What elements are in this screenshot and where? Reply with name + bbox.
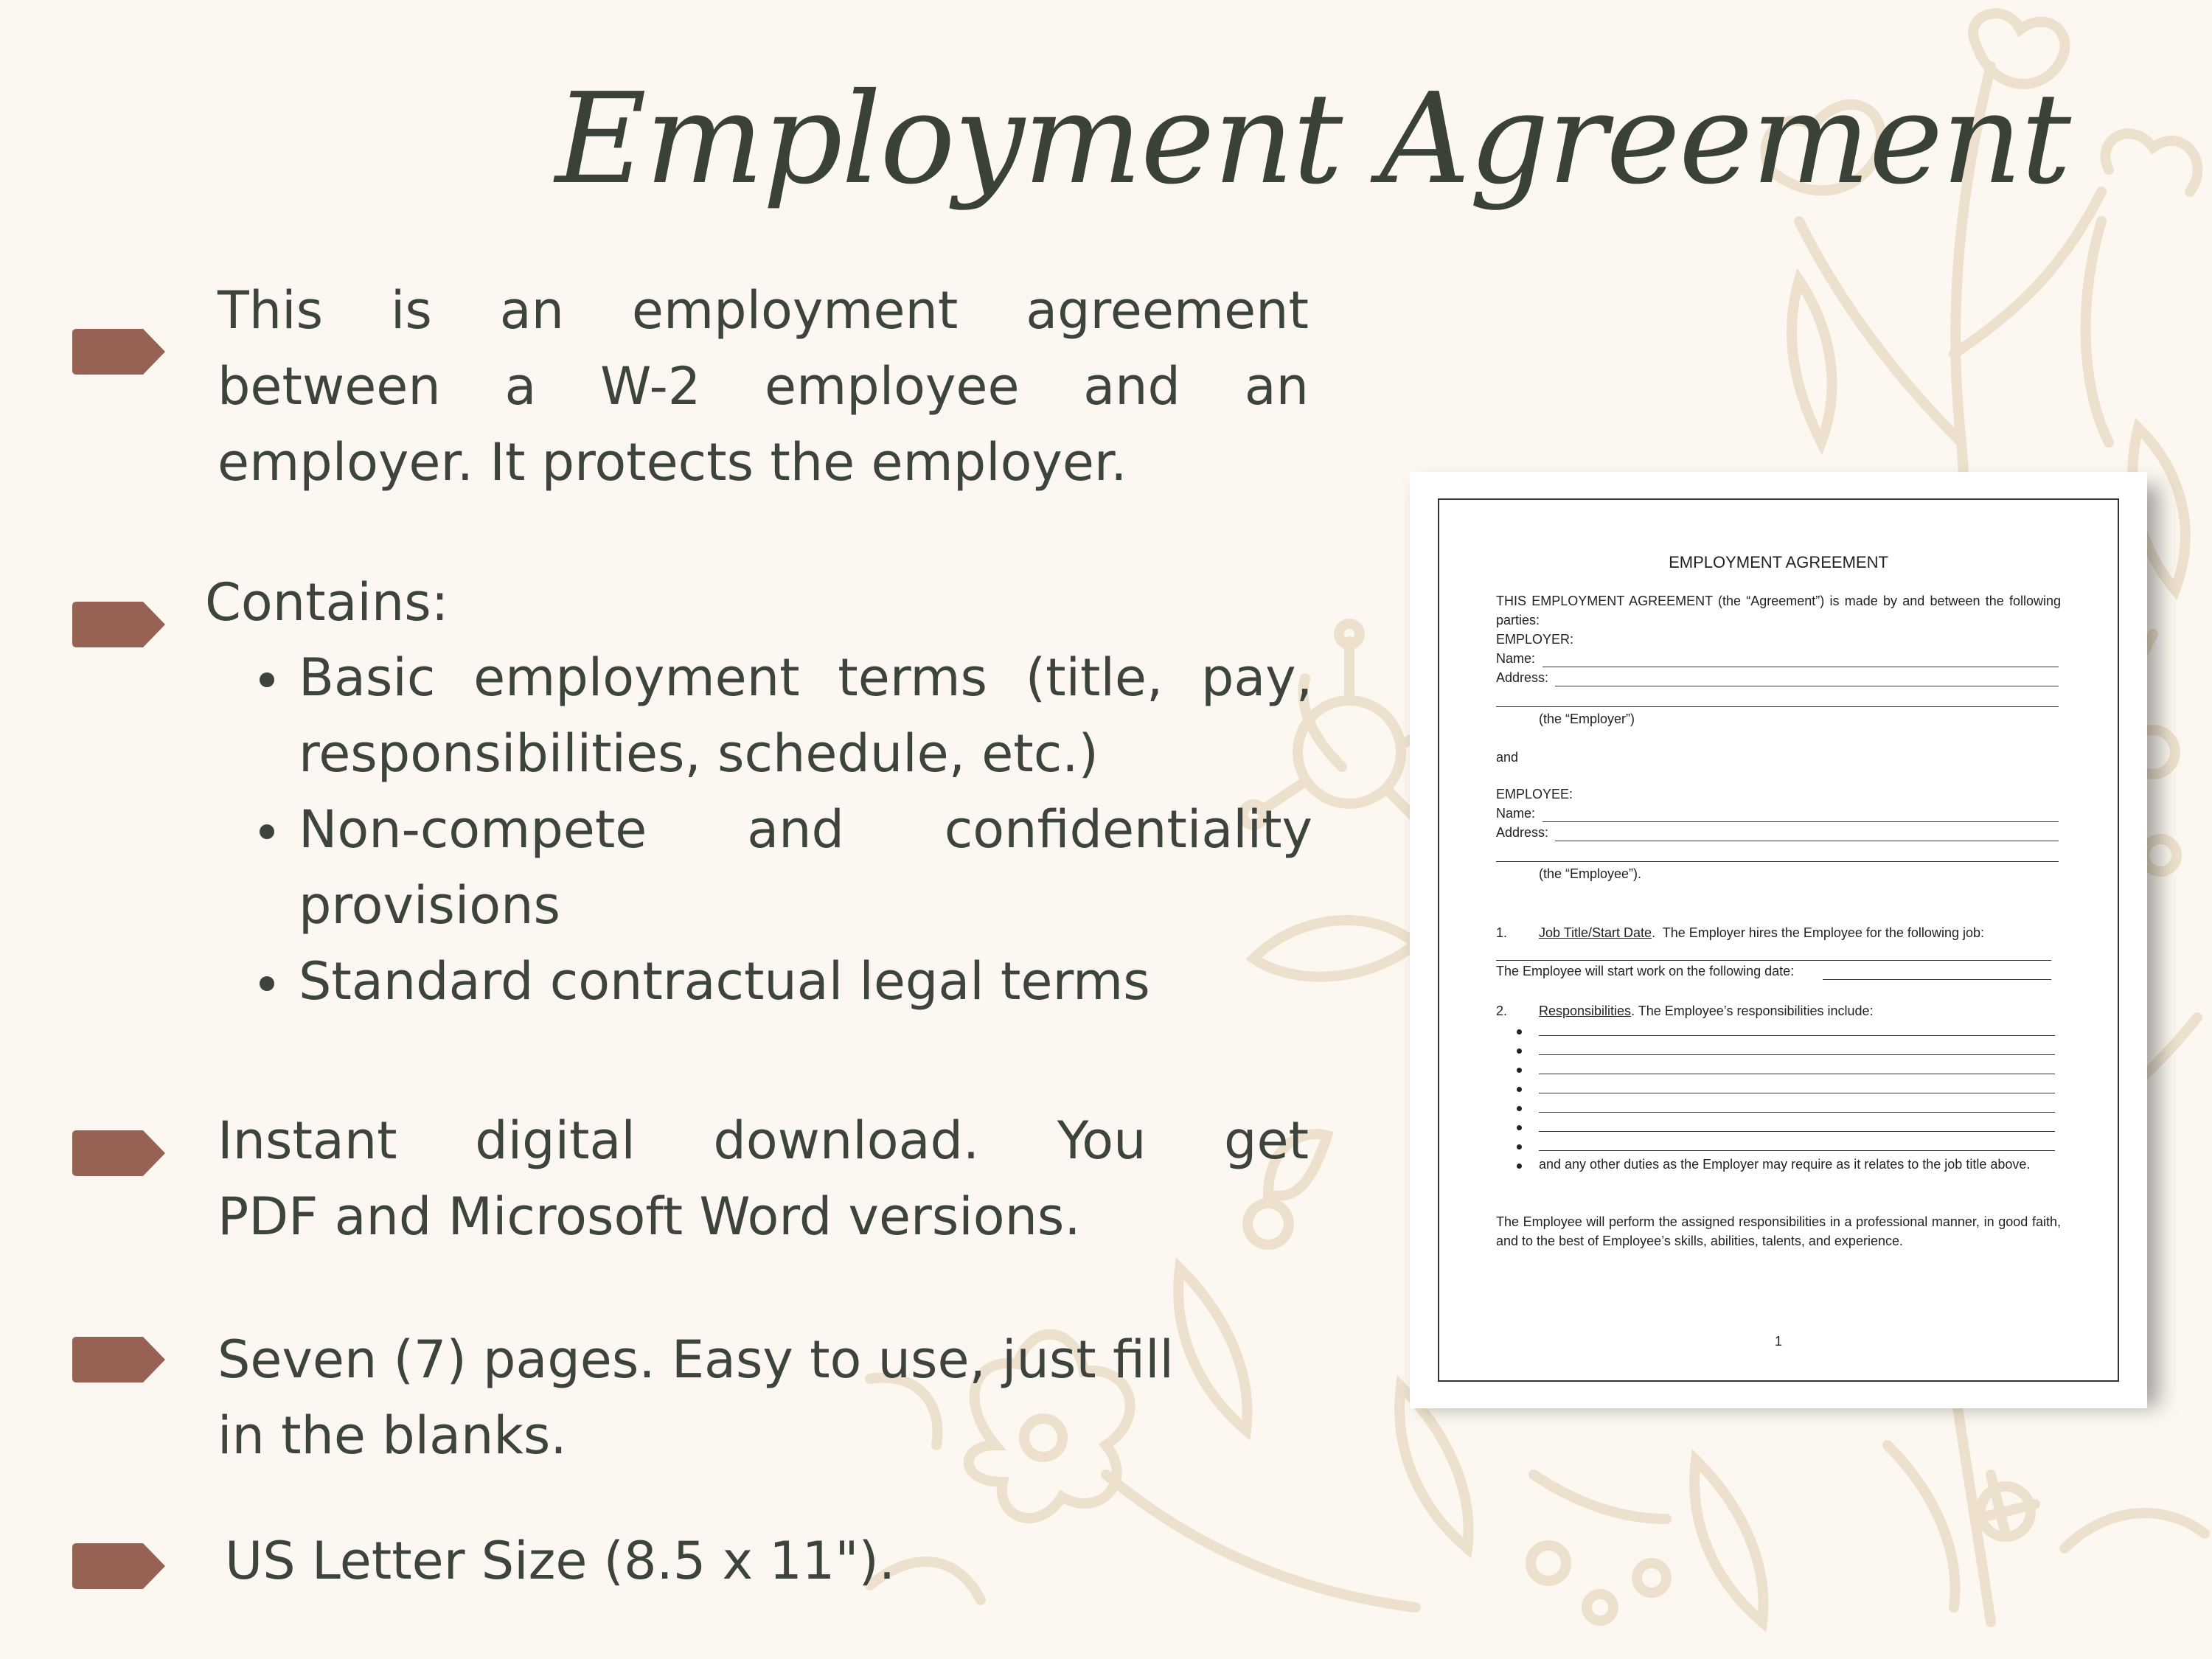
bullet-tag-icon [72,329,165,375]
document-heading: EMPLOYMENT AGREEMENT [1669,553,1888,571]
document-intro: THIS EMPLOYMENT AGREEMENT (the “Agreement”) is made by and between the following parties: [1496,594,2061,627]
page-title: Employment Agreement [554,66,2070,212]
intro-text: This is an employment agreement between a W-2 employee and an employer. It protects the employer. [218,280,1309,493]
bullet-tag-icon [72,602,165,647]
list-item: Non-compete and confidentiality provisions [251,792,1312,944]
contains-label: Contains: [205,572,449,633]
list-item: Basic employment terms (title, pay, responsibilities, schedule, etc.) [251,640,1312,792]
bullet-tag-icon [72,1543,165,1589]
document-preview [1410,472,2147,1408]
bullet-tag-icon [72,1337,165,1382]
bullet-tag-icon [72,1130,165,1176]
contains-list [251,640,1312,1020]
document-page: EMPLOYMENT AGREEMENT THIS EMPLOYMENT AGREEMENT (the “Agreement”) is made by and between the following parties: EMPLOYER: Name: Address: (the “Employer”) and EMPLOYEE: Name: Address: (the “Employee”). 1. Job Title/Start Date. The Employer hires the Employee for the following job: The Employee will start work on the following date: 2. Responsibilities. The Employee’s responsibilities include: and any other duties as the Employer may require as it relates to the job title above. The Employee will perform the assigned responsibilities in a professional manner, in good faith, and to the best of Employee’s skills, abilities, talents, and experience. 1 [1438,498,2119,1382]
size-text: US Letter Size (8.5 x 11"). [225,1531,896,1591]
list-item: Standard contractual legal terms [251,944,1312,1020]
page-number: 1 [1774,1334,1782,1349]
pages-text: Seven (7) pages. Easy to use, just fill in the blanks. [218,1329,1174,1466]
download-text: Instant digital download. You get PDF and Microsoft Word versions. [218,1110,1309,1247]
